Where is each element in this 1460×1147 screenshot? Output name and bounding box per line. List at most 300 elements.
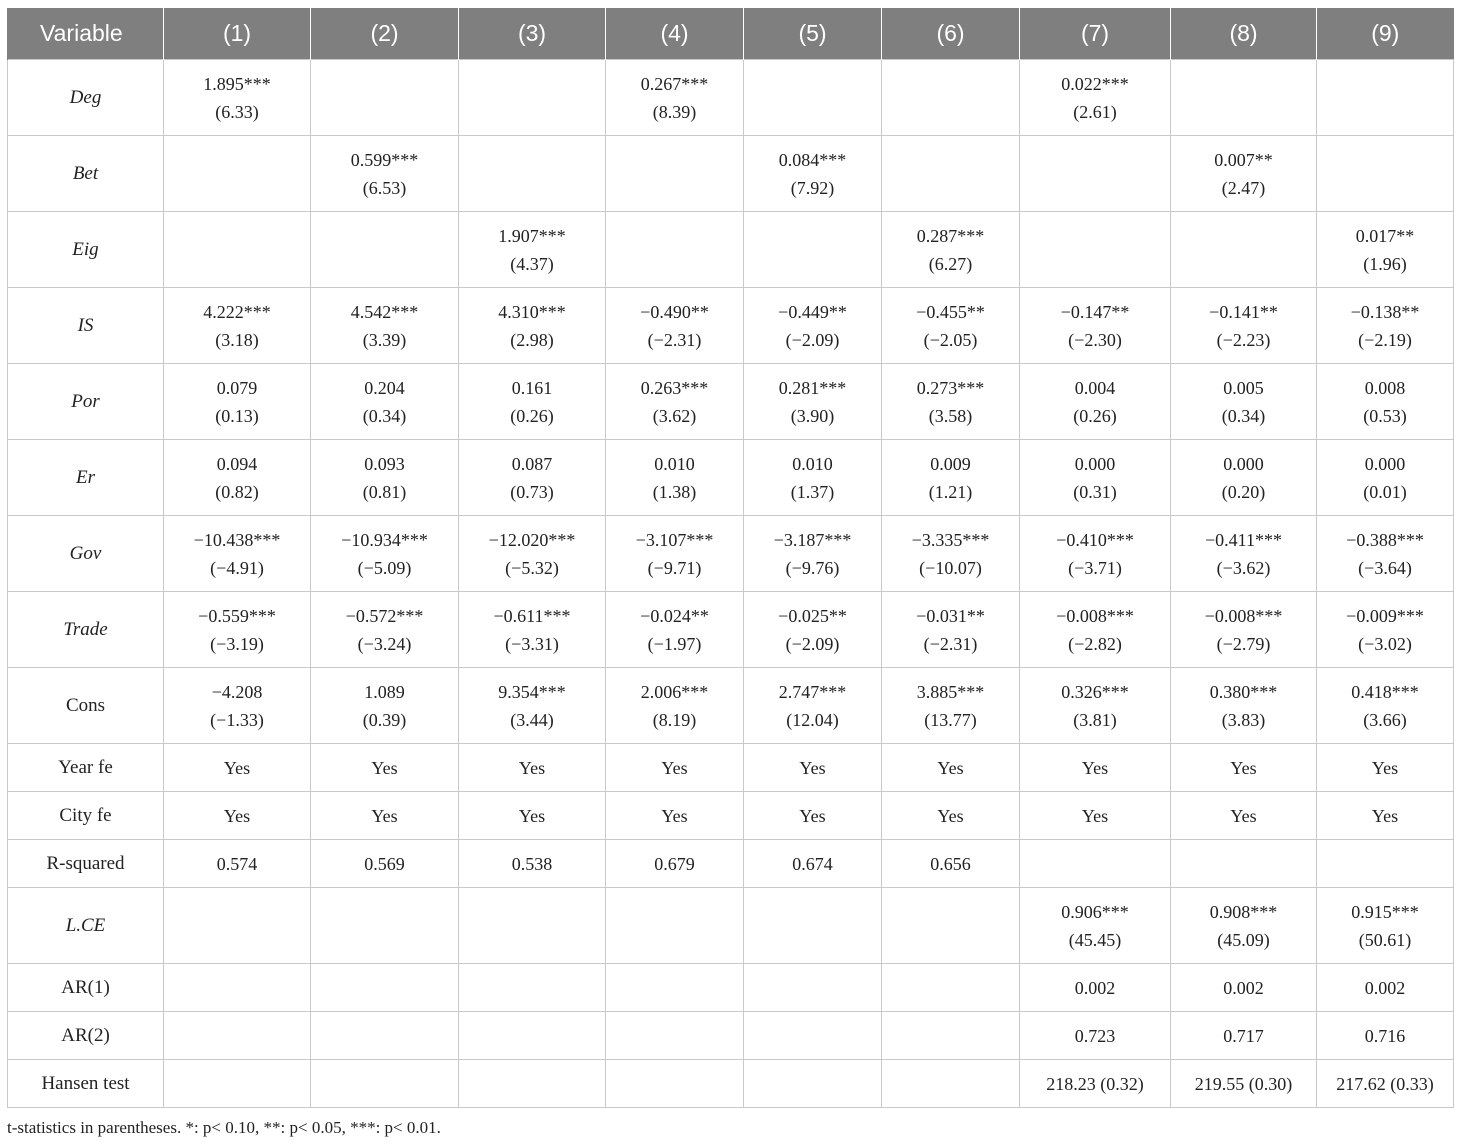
table-cell xyxy=(1171,888,1317,964)
regression-table-container xyxy=(7,8,1453,1108)
cell-value: 0.716 xyxy=(1364,1025,1406,1046)
table-cell xyxy=(459,792,606,840)
table-cell xyxy=(1317,364,1454,440)
table-cell xyxy=(606,888,744,964)
cell-t-stat: (3.62) xyxy=(652,405,697,426)
table-cell xyxy=(606,668,744,744)
table-cell xyxy=(164,792,311,840)
table-cell xyxy=(1317,792,1454,840)
table-cell xyxy=(164,1012,311,1060)
table-cell xyxy=(744,136,882,212)
cell-t-stat: (3.44) xyxy=(510,709,554,730)
cell-value: −12.020*** xyxy=(488,529,576,550)
cell-t-stat: (13.77) xyxy=(924,709,977,730)
cell-value: Yes xyxy=(937,805,964,826)
table-cell xyxy=(1171,1012,1317,1060)
cell-value: −0.141** xyxy=(1209,301,1278,322)
table-cell xyxy=(459,668,606,744)
table-cell xyxy=(606,592,744,668)
cell-t-stat: (50.61) xyxy=(1358,929,1412,950)
cell-t-stat: (7.92) xyxy=(790,177,835,198)
table-cell xyxy=(606,792,744,840)
table-cell xyxy=(1171,212,1317,288)
table-cell xyxy=(606,840,744,888)
table-cell xyxy=(882,60,1020,136)
cell-value: 0.599*** xyxy=(350,149,419,170)
table-cell xyxy=(744,1012,882,1060)
cell-value: 1.089 xyxy=(364,681,405,702)
cell-t-stat: (−2.30) xyxy=(1068,329,1122,350)
table-cell xyxy=(744,1060,882,1108)
table-row xyxy=(8,964,1454,1012)
table-cell xyxy=(882,792,1020,840)
table-cell xyxy=(311,744,459,792)
table-cell xyxy=(882,744,1020,792)
table-cell xyxy=(164,516,311,592)
table-cell xyxy=(744,440,882,516)
table-row xyxy=(8,1012,1454,1060)
cell-t-stat: (−3.19) xyxy=(210,633,264,654)
cell-t-stat: (1.96) xyxy=(1363,253,1407,274)
cell-value: −0.572*** xyxy=(345,605,424,626)
table-cell xyxy=(882,592,1020,668)
cell-t-stat: (0.73) xyxy=(510,481,554,502)
row-label: Year fe xyxy=(8,744,164,792)
cell-t-stat: (6.33) xyxy=(215,101,259,122)
table-row xyxy=(8,744,1454,792)
table-cell xyxy=(164,1060,311,1108)
cell-t-stat: (0.39) xyxy=(362,709,407,730)
cell-value: −0.559*** xyxy=(198,605,276,626)
cell-t-stat: (3.81) xyxy=(1073,709,1117,730)
cell-value: 218.23 (0.32) xyxy=(1046,1073,1144,1094)
table-cell xyxy=(164,888,311,964)
table-cell xyxy=(606,136,744,212)
cell-value: 0.084*** xyxy=(778,149,847,170)
row-label: L.CE xyxy=(8,888,164,964)
table-cell xyxy=(459,1012,606,1060)
table-cell xyxy=(1020,744,1171,792)
table-row xyxy=(8,668,1454,744)
cell-t-stat: (1.38) xyxy=(652,481,697,502)
cell-t-stat: (0.13) xyxy=(215,405,259,426)
cell-value: Yes xyxy=(1230,757,1257,778)
cell-value: 2.747*** xyxy=(778,681,847,702)
cell-value: 0.281*** xyxy=(778,377,847,398)
table-cell xyxy=(311,516,459,592)
header-variable: Variable xyxy=(8,8,164,60)
cell-t-stat: (2.61) xyxy=(1073,101,1117,122)
table-cell xyxy=(1020,1012,1171,1060)
cell-value: 0.022*** xyxy=(1061,73,1129,94)
cell-value: Yes xyxy=(518,757,546,778)
table-cell xyxy=(1317,592,1454,668)
table-cell xyxy=(882,668,1020,744)
table-row xyxy=(8,364,1454,440)
cell-value: 9.354*** xyxy=(498,681,566,702)
cell-value: −0.449** xyxy=(778,301,847,322)
cell-value: 0.009 xyxy=(930,453,971,474)
cell-value: −3.187*** xyxy=(773,529,852,550)
table-cell xyxy=(1317,136,1454,212)
cell-t-stat: (−2.09) xyxy=(785,329,840,350)
table-cell xyxy=(1020,840,1171,888)
table-cell xyxy=(1171,668,1317,744)
cell-value: 0.004 xyxy=(1074,377,1116,398)
table-cell xyxy=(1317,1060,1454,1108)
cell-t-stat: (8.19) xyxy=(652,709,697,730)
cell-value: Yes xyxy=(661,757,688,778)
table-cell xyxy=(606,964,744,1012)
table-cell xyxy=(459,288,606,364)
table-cell xyxy=(606,744,744,792)
table-cell xyxy=(1171,744,1317,792)
cell-value: 0.906*** xyxy=(1061,901,1129,922)
row-label: Hansen test xyxy=(8,1060,164,1108)
cell-value: Yes xyxy=(223,757,251,778)
table-row xyxy=(8,136,1454,212)
table-row xyxy=(8,60,1454,136)
header-model-5: (5) xyxy=(744,8,882,60)
cell-value: Yes xyxy=(1371,805,1399,826)
table-header-row xyxy=(8,8,1454,60)
cell-t-stat: (0.01) xyxy=(1363,481,1407,502)
cell-t-stat: (−2.82) xyxy=(1068,633,1122,654)
row-label: Bet xyxy=(8,136,164,212)
cell-t-stat: (1.37) xyxy=(790,481,835,502)
cell-value: 4.310*** xyxy=(498,301,566,322)
cell-value: 0.000 xyxy=(1074,453,1116,474)
cell-value: 0.267*** xyxy=(640,73,709,94)
cell-value: −3.107*** xyxy=(635,529,714,550)
cell-t-stat: (−4.91) xyxy=(210,557,264,578)
table-body xyxy=(8,60,1454,1108)
table-cell xyxy=(606,440,744,516)
row-label: R-squared xyxy=(8,840,164,888)
cell-value: 0.017** xyxy=(1355,225,1415,246)
table-cell xyxy=(311,1012,459,1060)
table-cell xyxy=(1020,888,1171,964)
table-cell xyxy=(744,668,882,744)
cell-t-stat: (−3.64) xyxy=(1358,557,1412,578)
cell-t-stat: (−3.31) xyxy=(505,633,559,654)
table-cell xyxy=(1020,136,1171,212)
cell-t-stat: (2.98) xyxy=(510,329,554,350)
cell-t-stat: (0.34) xyxy=(362,405,407,426)
cell-t-stat: (0.26) xyxy=(1073,405,1117,426)
cell-value: −0.411*** xyxy=(1205,529,1282,550)
table-row xyxy=(8,440,1454,516)
table-cell xyxy=(311,888,459,964)
cell-t-stat: (4.37) xyxy=(510,253,554,274)
table-cell xyxy=(744,792,882,840)
table-cell xyxy=(164,212,311,288)
cell-value: 0.574 xyxy=(216,853,258,874)
table-cell xyxy=(311,792,459,840)
row-label: Por xyxy=(8,364,164,440)
row-label: Deg xyxy=(8,60,164,136)
table-cell xyxy=(164,744,311,792)
cell-value: 0.717 xyxy=(1223,1025,1264,1046)
table-cell xyxy=(606,212,744,288)
table-cell xyxy=(164,964,311,1012)
cell-value: Yes xyxy=(937,757,964,778)
table-cell xyxy=(1317,60,1454,136)
table-cell xyxy=(311,212,459,288)
table-cell xyxy=(744,592,882,668)
cell-t-stat: (3.90) xyxy=(790,405,835,426)
header-model-3: (3) xyxy=(459,8,606,60)
table-cell xyxy=(1020,1060,1171,1108)
table-cell xyxy=(164,668,311,744)
table-cell xyxy=(459,364,606,440)
cell-value: −0.455** xyxy=(916,301,985,322)
cell-t-stat: (−3.71) xyxy=(1068,557,1122,578)
table-cell xyxy=(1317,516,1454,592)
table-cell xyxy=(1317,440,1454,516)
header-model-6: (6) xyxy=(882,8,1020,60)
table-cell xyxy=(1020,212,1171,288)
table-cell xyxy=(1171,364,1317,440)
table-cell xyxy=(1020,364,1171,440)
table-row xyxy=(8,516,1454,592)
table-cell xyxy=(744,964,882,1012)
table-cell xyxy=(882,516,1020,592)
cell-t-stat: (1.21) xyxy=(928,481,973,502)
table-row xyxy=(8,288,1454,364)
table-cell xyxy=(1171,840,1317,888)
row-label: Cons xyxy=(8,668,164,744)
cell-value: 0.326*** xyxy=(1061,681,1129,702)
cell-value: −0.410*** xyxy=(1056,529,1134,550)
table-cell xyxy=(882,364,1020,440)
row-label: City fe xyxy=(8,792,164,840)
cell-t-stat: (−2.31) xyxy=(923,633,978,654)
cell-t-stat: (0.31) xyxy=(1073,481,1117,502)
table-cell xyxy=(882,964,1020,1012)
table-row xyxy=(8,592,1454,668)
cell-t-stat: (3.58) xyxy=(928,405,973,426)
table-cell xyxy=(459,1060,606,1108)
cell-t-stat: (−1.33) xyxy=(210,709,264,730)
table-cell xyxy=(1171,964,1317,1012)
header-model-2: (2) xyxy=(311,8,459,60)
cell-value: 0.002 xyxy=(1364,977,1406,998)
table-cell xyxy=(459,592,606,668)
cell-value: −0.147** xyxy=(1060,301,1130,322)
table-cell xyxy=(1317,668,1454,744)
table-cell xyxy=(1171,792,1317,840)
cell-value: −3.335*** xyxy=(911,529,990,550)
table-cell xyxy=(1317,888,1454,964)
cell-value: 219.55 (0.30) xyxy=(1194,1073,1293,1094)
cell-t-stat: (−2.23) xyxy=(1216,329,1271,350)
cell-t-stat: (12.04) xyxy=(786,709,839,730)
header-model-7: (7) xyxy=(1020,8,1171,60)
header-model-8: (8) xyxy=(1171,8,1317,60)
cell-value: 3.885*** xyxy=(916,681,985,702)
cell-value: −4.208 xyxy=(211,681,263,702)
table-cell xyxy=(311,964,459,1012)
cell-t-stat: (6.53) xyxy=(362,177,407,198)
table-cell xyxy=(459,964,606,1012)
table-cell xyxy=(744,888,882,964)
cell-t-stat: (45.09) xyxy=(1217,929,1270,950)
table-cell xyxy=(459,840,606,888)
cell-value: −0.009*** xyxy=(1346,605,1424,626)
cell-value: 0.005 xyxy=(1223,377,1264,398)
regression-table xyxy=(7,8,1454,1108)
table-cell xyxy=(311,668,459,744)
table-cell xyxy=(164,440,311,516)
cell-t-stat: (−2.19) xyxy=(1358,329,1412,350)
row-label: Trade xyxy=(8,592,164,668)
cell-t-stat: (−2.05) xyxy=(923,329,978,350)
table-cell xyxy=(459,516,606,592)
cell-t-stat: (−10.07) xyxy=(919,557,982,578)
row-label: AR(1) xyxy=(8,964,164,1012)
cell-value: −10.934*** xyxy=(341,529,428,550)
cell-value: −0.031** xyxy=(916,605,985,626)
cell-t-stat: (2.47) xyxy=(1221,177,1266,198)
cell-value: 0.000 xyxy=(1364,453,1406,474)
cell-value: Yes xyxy=(799,805,826,826)
table-cell xyxy=(606,1012,744,1060)
cell-value: 0.093 xyxy=(364,453,405,474)
table-cell xyxy=(1171,440,1317,516)
cell-value: 1.895*** xyxy=(203,73,271,94)
table-cell xyxy=(606,364,744,440)
cell-t-stat: (0.26) xyxy=(510,405,554,426)
cell-value: 0.723 xyxy=(1074,1025,1116,1046)
table-cell xyxy=(882,212,1020,288)
cell-value: 0.380*** xyxy=(1209,681,1278,702)
table-cell xyxy=(1020,288,1171,364)
cell-t-stat: (−2.09) xyxy=(785,633,840,654)
cell-value: Yes xyxy=(1371,757,1399,778)
table-cell xyxy=(164,60,311,136)
table-cell xyxy=(1171,288,1317,364)
table-cell xyxy=(311,840,459,888)
cell-t-stat: (−5.32) xyxy=(505,557,559,578)
table-footnote: t-statistics in parentheses. *: p< 0.10, **: p< 0.05, ***: p< 0.01. xyxy=(7,1118,441,1137)
cell-value: Yes xyxy=(223,805,251,826)
table-cell xyxy=(744,744,882,792)
table-cell xyxy=(1317,840,1454,888)
cell-value: 0.273*** xyxy=(916,377,985,398)
cell-value: 0.263*** xyxy=(640,377,709,398)
table-row xyxy=(8,1060,1454,1108)
table-row xyxy=(8,840,1454,888)
table-cell xyxy=(1317,744,1454,792)
table-cell xyxy=(459,744,606,792)
table-cell xyxy=(459,60,606,136)
table-cell xyxy=(164,592,311,668)
table-cell xyxy=(606,516,744,592)
table-cell xyxy=(744,212,882,288)
cell-value: 0.000 xyxy=(1223,453,1264,474)
table-cell xyxy=(882,840,1020,888)
cell-value: Yes xyxy=(1081,805,1109,826)
table-cell xyxy=(1020,792,1171,840)
cell-value: 4.542*** xyxy=(350,301,419,322)
cell-t-stat: (6.27) xyxy=(928,253,973,274)
cell-value: Yes xyxy=(1230,805,1257,826)
cell-value: 2.006*** xyxy=(640,681,709,702)
header-model-9: (9) xyxy=(1317,8,1454,60)
table-cell xyxy=(1171,592,1317,668)
table-cell xyxy=(164,364,311,440)
cell-value: 0.908*** xyxy=(1209,901,1278,922)
table-cell xyxy=(1317,288,1454,364)
cell-value: 4.222*** xyxy=(203,301,271,322)
cell-t-stat: (3.66) xyxy=(1363,709,1407,730)
table-row xyxy=(8,792,1454,840)
table-cell xyxy=(1171,60,1317,136)
table-cell xyxy=(311,136,459,212)
cell-value: 0.002 xyxy=(1223,977,1264,998)
cell-value: −0.008*** xyxy=(1204,605,1283,626)
table-cell xyxy=(164,288,311,364)
cell-t-stat: (−3.02) xyxy=(1358,633,1412,654)
cell-value: 0.079 xyxy=(216,377,258,398)
cell-t-stat: (0.20) xyxy=(1221,481,1266,502)
header-model-1: (1) xyxy=(164,8,311,60)
cell-t-stat: (−3.62) xyxy=(1216,557,1271,578)
table-cell xyxy=(1171,516,1317,592)
cell-t-stat: (3.83) xyxy=(1221,709,1266,730)
cell-t-stat: (−9.76) xyxy=(785,557,840,578)
table-cell xyxy=(1317,212,1454,288)
cell-value: 0.161 xyxy=(511,377,553,398)
cell-value: −0.008*** xyxy=(1056,605,1134,626)
cell-value: Yes xyxy=(518,805,546,826)
table-cell xyxy=(459,440,606,516)
cell-value: Yes xyxy=(371,757,398,778)
table-cell xyxy=(459,212,606,288)
cell-value: 0.538 xyxy=(511,853,553,874)
cell-value: −0.490** xyxy=(640,301,709,322)
cell-value: 0.656 xyxy=(930,853,971,874)
cell-t-stat: (−2.31) xyxy=(647,329,702,350)
cell-t-stat: (−9.71) xyxy=(647,557,702,578)
row-label: Gov xyxy=(8,516,164,592)
table-cell xyxy=(1020,964,1171,1012)
row-label: AR(2) xyxy=(8,1012,164,1060)
cell-t-stat: (0.53) xyxy=(1363,405,1407,426)
table-cell xyxy=(164,136,311,212)
cell-t-stat: (45.45) xyxy=(1068,929,1122,950)
cell-value: 0.674 xyxy=(792,853,833,874)
table-cell xyxy=(311,440,459,516)
cell-value: 0.010 xyxy=(792,453,833,474)
cell-t-stat: (0.34) xyxy=(1221,405,1266,426)
cell-value: 0.007** xyxy=(1214,149,1273,170)
cell-t-stat: (0.82) xyxy=(215,481,259,502)
table-cell xyxy=(311,1060,459,1108)
table-cell xyxy=(1020,516,1171,592)
table-cell xyxy=(744,840,882,888)
cell-value: Yes xyxy=(1081,757,1109,778)
cell-t-stat: (0.81) xyxy=(362,481,407,502)
table-cell xyxy=(311,592,459,668)
header-model-4: (4) xyxy=(606,8,744,60)
cell-value: Yes xyxy=(799,757,826,778)
cell-value: −0.024** xyxy=(640,605,709,626)
cell-value: 0.008 xyxy=(1364,377,1406,398)
cell-value: 217.62 (0.33) xyxy=(1336,1073,1434,1094)
cell-value: Yes xyxy=(371,805,398,826)
